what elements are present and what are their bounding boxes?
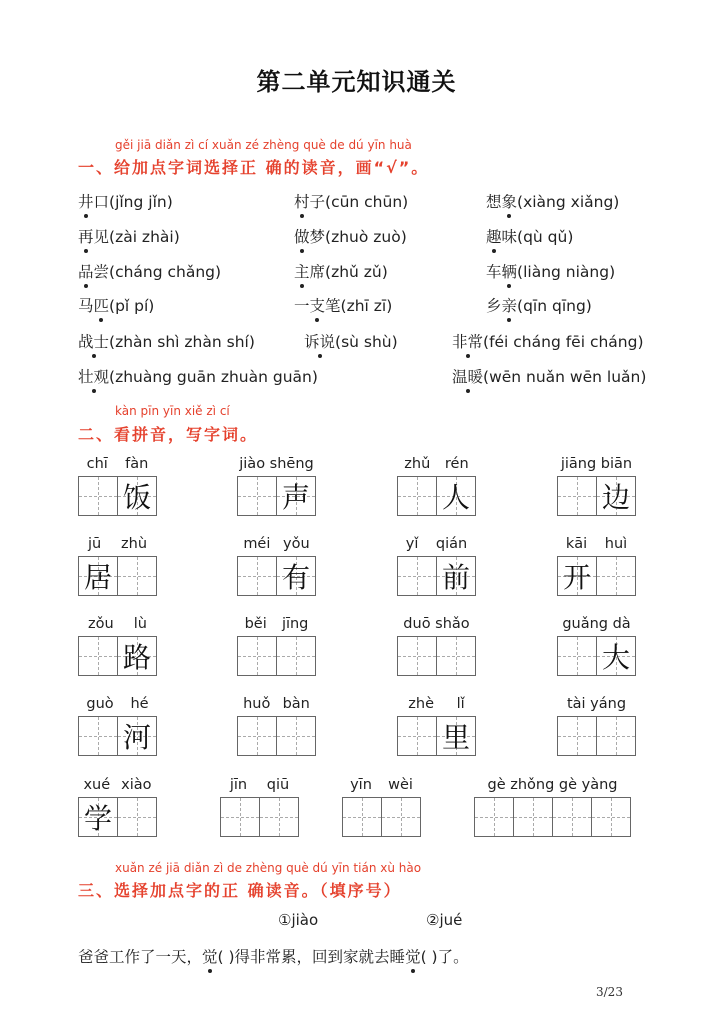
word-pinyin: jīng [281,616,309,632]
dotted-chars: 温暖 [452,365,483,387]
grid-cell[interactable] [436,716,476,756]
grid-cell[interactable] [591,797,631,837]
writing-grid[interactable] [557,716,636,756]
dotted-chars: 做 [294,225,310,247]
grid-cell[interactable] [557,636,597,676]
grid-character [553,798,591,836]
item-text: 车 [486,263,502,281]
item-text: 乡 [486,297,502,315]
grid-cell[interactable] [237,556,277,596]
word-pinyin: guǎng dà [562,616,631,632]
word-pinyin: méi [243,536,271,552]
writing-grid[interactable] [78,797,157,837]
grid-character: 学 [83,802,112,835]
grid-cell[interactable] [276,556,316,596]
word-pinyin: fàn [125,456,149,472]
grid-cell[interactable] [436,556,476,596]
word-box [78,696,157,756]
grid-cell[interactable] [78,797,118,837]
grid-character [238,477,276,515]
word-box [237,536,316,596]
grid-cell[interactable] [220,797,260,837]
item-pinyin-options: (sù shù) [335,333,398,351]
grid-cell[interactable] [436,636,476,676]
sentence-answer-1[interactable]: ( )得非常累，回到家就去睡 [217,948,406,966]
word-pinyin: zhǔ [404,456,431,472]
dotted-chars: 战士 [78,330,109,352]
word-pinyin: yǐ [405,536,419,552]
grid-cell[interactable] [397,716,437,756]
word-box [78,616,157,676]
item-pinyin-options: (wēn nuǎn wēn luǎn) [483,368,647,386]
item-pinyin-options: (liàng niàng) [517,263,616,281]
grid-character: 饭 [122,481,151,514]
grid-cell[interactable] [117,797,157,837]
grid-cell[interactable] [557,476,597,516]
grid-cell[interactable] [513,797,553,837]
writing-grid[interactable] [237,556,316,596]
grid-cell[interactable] [397,556,437,596]
section3-pinyin: xuǎn zé jiā diǎn zì de zhèng què dú yīn tián xù hào [115,861,422,875]
item-pinyin-options: 尝(cháng chǎng) [93,263,222,281]
grid-character [118,557,156,595]
grid-cell[interactable] [276,716,316,756]
grid-character: 边 [601,481,630,514]
writing-grid[interactable] [397,476,476,516]
item-pinyin-options: (pǐ pí) [109,297,155,315]
grid-character [398,477,436,515]
writing-grid[interactable] [237,636,316,676]
writing-grid[interactable] [557,476,636,516]
grid-cell[interactable] [117,716,157,756]
writing-grid[interactable] [237,716,316,756]
word-pinyin: tài yáng [566,696,627,712]
grid-character: 里 [441,721,470,754]
grid-character: 居 [83,561,112,594]
dotted-chars: 壮观 [78,365,109,387]
grid-cell[interactable] [78,636,118,676]
word-pinyin: jiāng biān [560,456,633,472]
item-pinyin-options: (xiàng xiǎng) [517,193,620,211]
grid-character: 开 [562,561,591,594]
word-pinyin: rén [444,456,469,472]
reading-item[interactable] [78,330,255,352]
grid-character: 有 [281,561,310,594]
word-pinyin: wèi [388,777,413,793]
writing-grid[interactable] [557,636,636,676]
word-pinyin: gè zhǒng gè yàng [487,777,618,793]
grid-character: 路 [122,641,151,674]
dotted-chars: 非常 [452,330,483,352]
grid-cell[interactable] [78,556,118,596]
word-pinyin: zhè [408,696,435,712]
word-box [78,456,157,516]
grid-cell[interactable] [436,476,476,516]
word-pinyin: jū [87,536,102,552]
word-pinyin: huǒ [243,696,271,712]
grid-cell[interactable] [397,636,437,676]
grid-character: 大 [601,641,630,674]
word-box [220,777,299,837]
word-box [397,616,476,676]
reading-item[interactable] [452,365,646,387]
dotted-chars: 再 [78,225,94,247]
page-number: 3/23 [596,985,623,999]
sentence-answer-2[interactable]: ( )了。 [420,948,469,966]
item-pinyin-options: 味(qù qǔ) [501,228,574,246]
word-pinyin: xiào [121,777,152,793]
word-pinyin: lǐ [456,696,465,712]
item-pinyin-options: 梦(zhuò zuò) [309,228,407,246]
grid-character [260,798,298,836]
grid-character [343,798,381,836]
grid-cell[interactable] [342,797,382,837]
grid-character [475,798,513,836]
grid-cell[interactable] [259,797,299,837]
grid-cell[interactable] [117,476,157,516]
option-2: ②jué [426,911,463,929]
dotted-chars: 主 [294,260,310,282]
dotted-char-1: 觉 [202,945,218,967]
reading-item[interactable] [78,365,318,387]
dotted-chars: 象 [502,190,518,212]
grid-cell[interactable] [552,797,592,837]
grid-character [382,798,420,836]
grid-character [558,477,596,515]
word-box [557,696,636,756]
word-box [342,777,421,837]
word-pinyin: bàn [282,696,310,712]
reading-item[interactable] [294,294,392,316]
item-text: 马 [78,297,94,315]
section3-sentence [78,945,469,967]
reading-item[interactable] [304,330,398,352]
word-box [78,536,157,596]
writing-grid[interactable] [78,476,157,516]
grid-character: 河 [122,721,151,754]
grid-cell[interactable] [397,476,437,516]
reading-item[interactable] [486,294,592,316]
grid-character [238,717,276,755]
grid-cell[interactable] [237,476,277,516]
writing-grid[interactable] [220,797,299,837]
grid-character [238,637,276,675]
reading-item[interactable] [78,190,173,212]
item-pinyin-options: 见(zài zhài) [93,228,180,246]
grid-character [118,798,156,836]
item-pinyin-options: 口(jǐng jǐn) [93,193,173,211]
grid-character [79,477,117,515]
grid-character [514,798,552,836]
item-pinyin-options: 笔(zhī zī) [325,297,393,315]
writing-grid[interactable] [78,556,157,596]
grid-cell[interactable] [276,636,316,676]
dotted-chars: 趣 [486,225,502,247]
item-pinyin-options: (zhàn shì zhàn shí) [109,333,255,351]
grid-character [79,717,117,755]
word-pinyin: kāi [565,536,588,552]
word-pinyin: yǒu [283,536,310,552]
word-pinyin: guò [86,696,114,712]
word-pinyin: chī [86,456,108,472]
section1-heading: 一、给加点字词选择正 确的读音，画“√”。 [78,158,430,177]
item-pinyin-options: (qīn qīng) [517,297,592,315]
section3-heading: 三、选择加点字的正 确读音。（填序号） [78,881,402,900]
word-pinyin: duō shǎo [403,616,470,632]
word-pinyin: zhù [121,536,148,552]
grid-character [79,637,117,675]
grid-cell[interactable] [596,476,636,516]
word-pinyin: yīn [350,777,372,793]
sentence-part-1: 爸爸工作了一天， [78,948,203,966]
grid-character [558,637,596,675]
section2-pinyin: kàn pīn yīn xiě zì cí [115,404,230,418]
word-box [474,777,631,837]
writing-grid[interactable] [342,797,421,837]
word-pinyin: qiū [266,777,290,793]
grid-character [238,557,276,595]
writing-grid[interactable] [237,476,316,516]
dotted-chars: 诉说 [304,330,335,352]
grid-character [592,798,630,836]
grid-character [277,717,315,755]
grid-character [277,637,315,675]
grid-cell[interactable] [557,716,597,756]
grid-cell[interactable] [276,476,316,516]
dotted-chars: 村 [294,190,310,212]
dotted-chars: 亲 [502,294,518,316]
dotted-chars: 辆 [502,260,518,282]
grid-character [221,798,259,836]
reading-item[interactable] [294,260,388,282]
item-pinyin-options: 席(zhǔ zǔ) [309,263,388,281]
reading-item[interactable] [78,225,180,247]
option-1: ①jiào [278,911,319,929]
grid-cell[interactable] [381,797,421,837]
reading-item[interactable] [486,260,615,282]
reading-item[interactable] [78,260,221,282]
item-text: 一 [294,297,310,315]
reading-item[interactable] [294,190,408,212]
grid-character [597,717,635,755]
grid-cell[interactable] [596,636,636,676]
section1-pinyin: gěi jiā diǎn zì cí xuǎn zé zhèng què de dú yīn huà [115,138,412,152]
page-title: 第二单元知识通关 [256,67,457,96]
word-box [557,616,636,676]
word-pinyin: jiào shēng [239,456,314,472]
word-box [557,536,636,596]
grid-cell[interactable] [117,556,157,596]
word-pinyin: zǒu [88,616,114,632]
grid-cell[interactable] [237,636,277,676]
writing-grid[interactable] [78,636,157,676]
grid-character [558,717,596,755]
word-box [237,616,316,676]
grid-cell[interactable] [237,716,277,756]
writing-grid[interactable] [474,797,631,837]
dotted-chars: 支 [310,294,326,316]
item-pinyin-options: (féi cháng fēi cháng) [483,333,644,351]
word-box [397,536,476,596]
word-pinyin: lù [133,616,147,632]
writing-grid[interactable] [397,716,476,756]
item-text: 想 [486,193,502,211]
dotted-chars: 井 [78,190,94,212]
grid-character [437,637,475,675]
grid-character: 声 [281,481,310,514]
dotted-char-2: 觉 [405,945,421,967]
grid-cell[interactable] [78,476,118,516]
reading-item[interactable] [486,190,619,212]
grid-cell[interactable] [78,716,118,756]
grid-character [398,637,436,675]
writing-grid[interactable] [557,556,636,596]
reading-item[interactable] [78,294,154,316]
grid-character: 前 [441,561,470,594]
reading-item[interactable] [486,225,573,247]
grid-cell[interactable] [474,797,514,837]
word-pinyin: qián [435,536,468,552]
word-pinyin: huì [604,536,628,552]
item-pinyin-options: 子(cūn chūn) [309,193,409,211]
word-pinyin: jīn [229,777,248,793]
word-pinyin: hé [130,696,149,712]
grid-character: 人 [441,481,470,514]
grid-cell[interactable] [596,716,636,756]
writing-grid[interactable] [397,556,476,596]
reading-item[interactable] [452,330,644,352]
section2-heading: 二、看拼音，写字词。 [78,425,259,444]
dotted-chars: 匹 [94,294,110,316]
reading-item[interactable] [294,225,407,247]
word-box [397,456,476,516]
writing-grid[interactable] [397,636,476,676]
grid-cell[interactable] [557,556,597,596]
dotted-chars: 品 [78,260,94,282]
word-box [78,777,157,837]
word-box [237,696,316,756]
word-pinyin: xué [83,777,111,793]
grid-character [398,557,436,595]
grid-character [398,717,436,755]
grid-cell[interactable] [117,636,157,676]
grid-character [597,557,635,595]
word-pinyin: běi [244,616,267,632]
item-pinyin-options: (zhuàng guān zhuàn guān) [109,368,318,386]
word-box [237,456,316,516]
grid-cell[interactable] [596,556,636,596]
word-box [397,696,476,756]
word-box [557,456,636,516]
writing-grid[interactable] [78,716,157,756]
